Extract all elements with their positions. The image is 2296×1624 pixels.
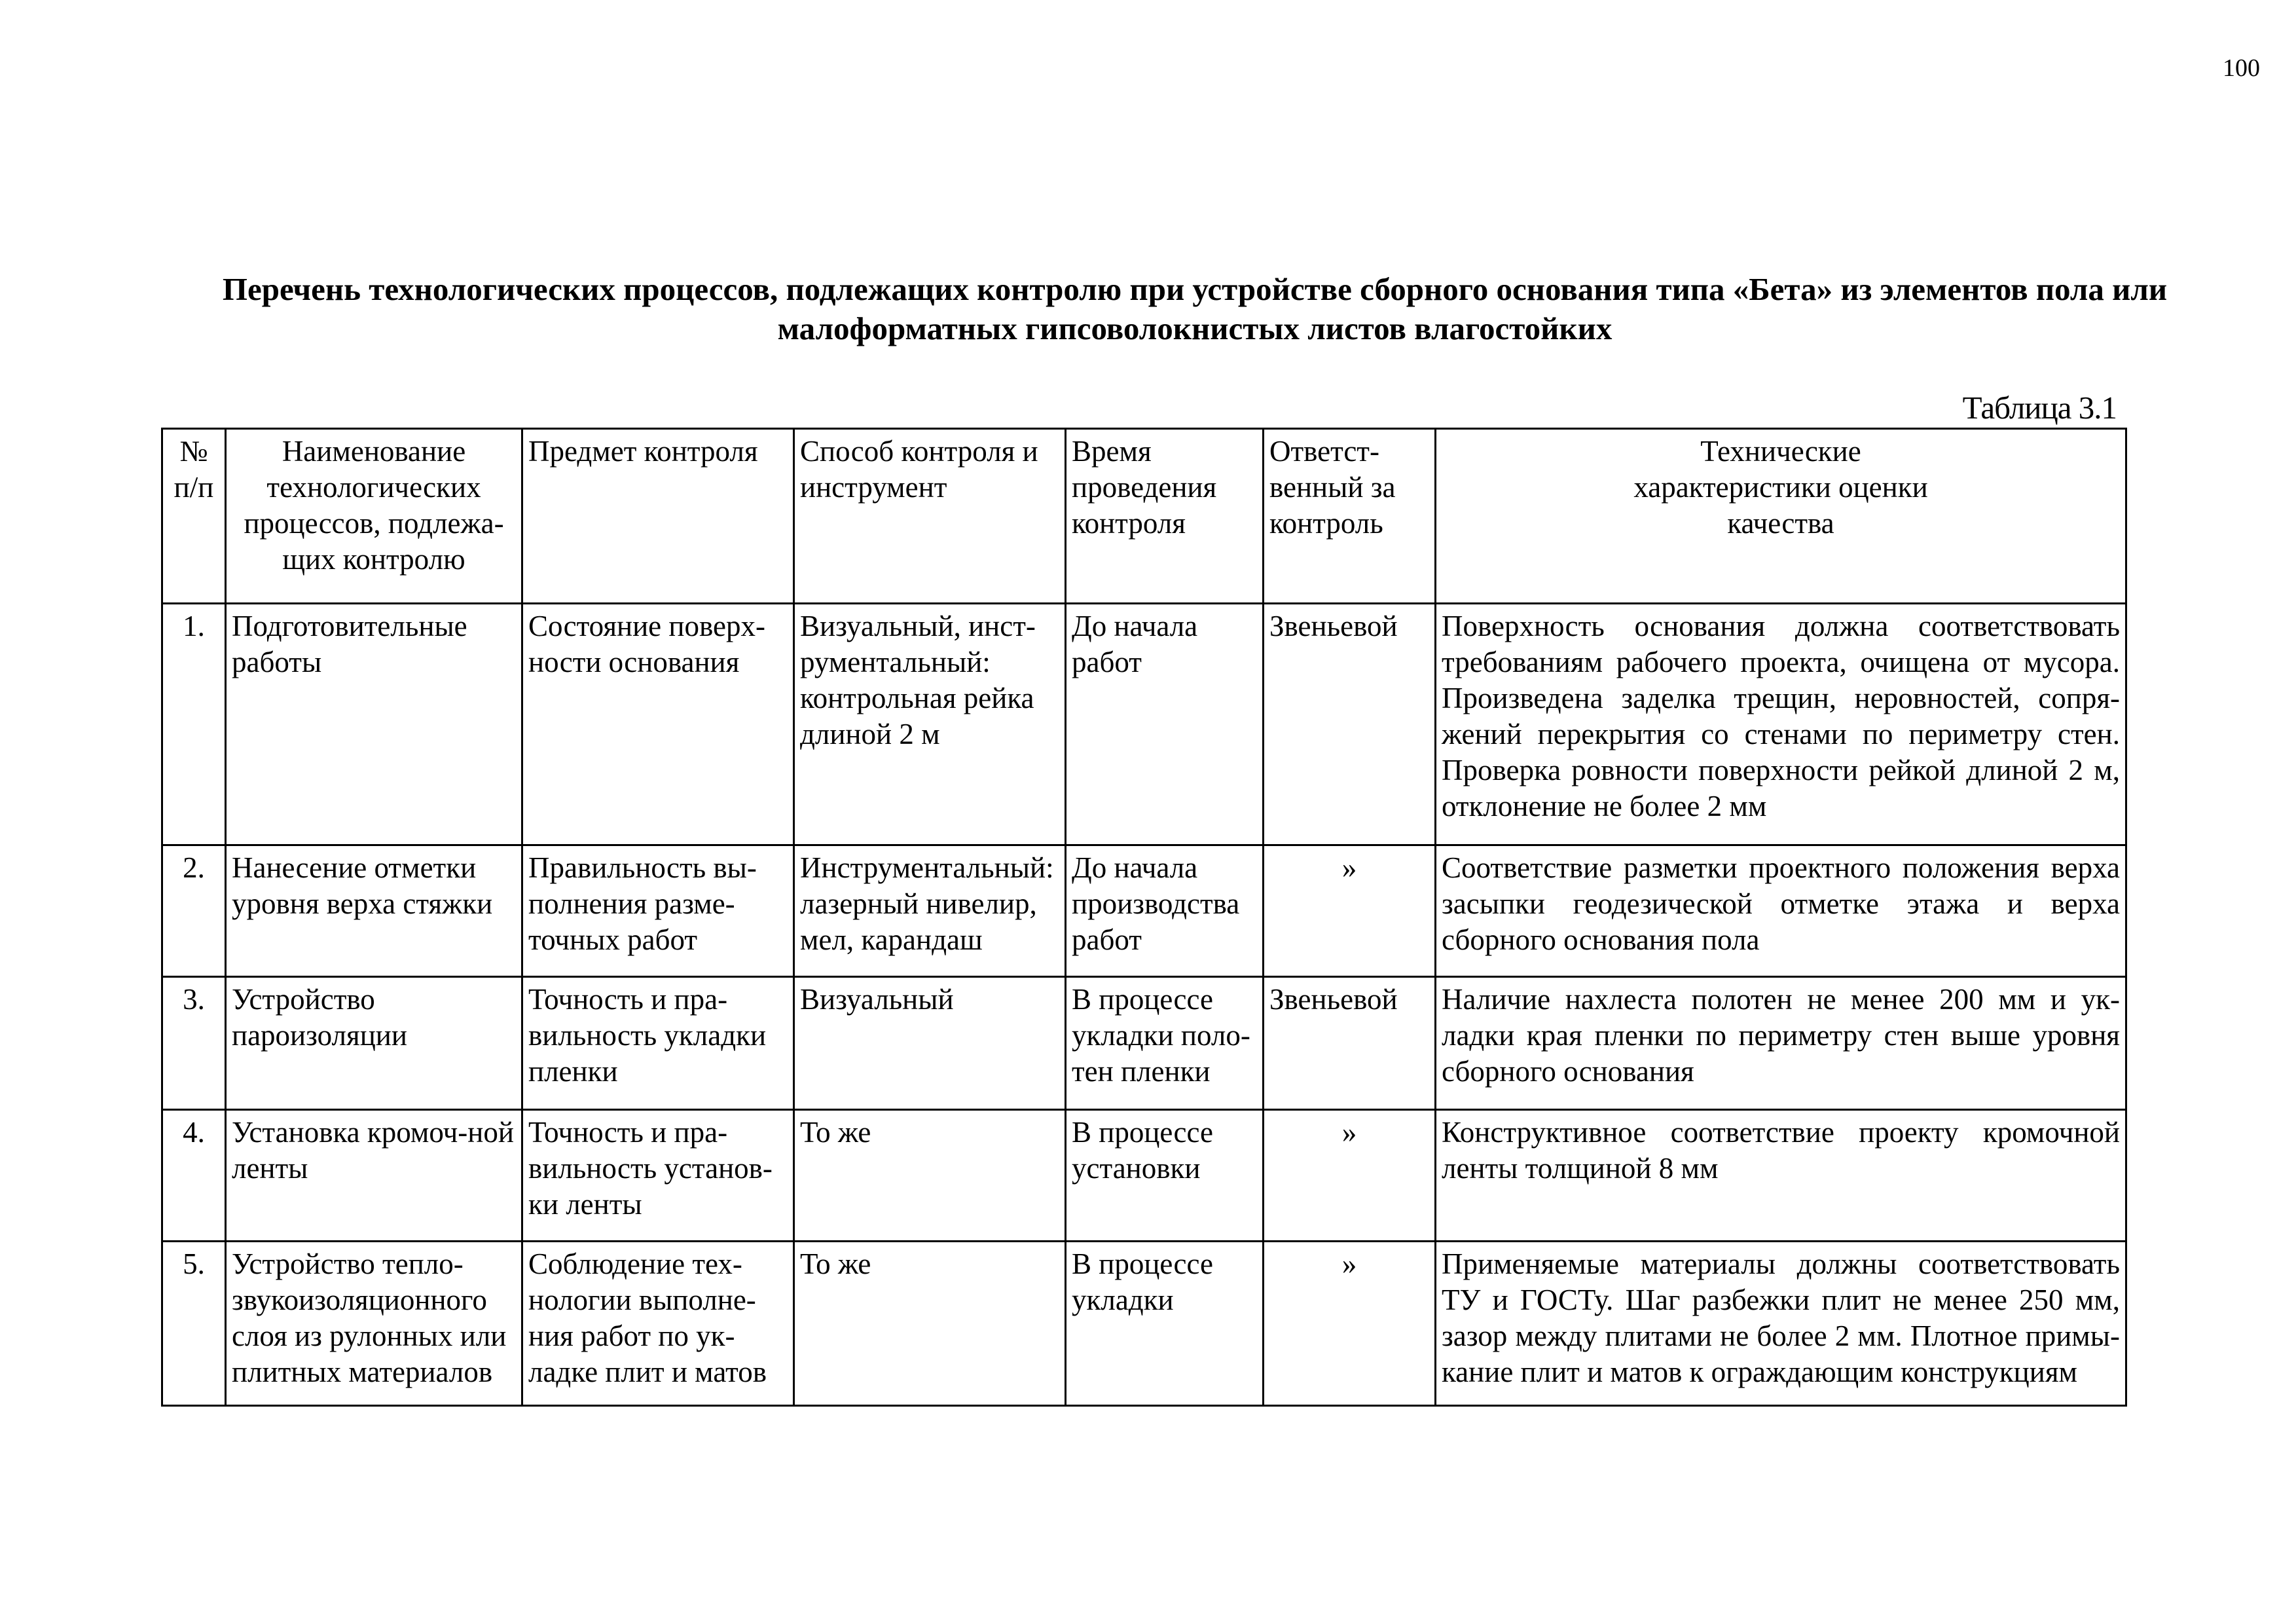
header-responsible: Ответст-венный за контроль — [1264, 429, 1436, 604]
header-subject: Предмет контроля — [522, 429, 794, 604]
row-num: 2. — [162, 845, 226, 977]
table-row — [162, 1242, 2126, 1406]
header-time: Время проведения контроля — [1066, 429, 1264, 604]
row-time: В процессе укладки поло-тен пленки — [1066, 977, 1264, 1110]
row-num: 5. — [162, 1242, 226, 1406]
row-time: До начала работ — [1066, 604, 1264, 845]
row-subject: Правильность вы-полнения разме-точных работ — [522, 845, 794, 977]
row-process: Установка кромоч-ной ленты — [226, 1110, 522, 1242]
table-row — [162, 845, 2126, 977]
row-process: Устройство тепло-звукоизоляционного слоя из рулонных или плитных материалов — [226, 1242, 522, 1406]
row-method: Инструментальный: лазерный нивелир, мел, карандаш — [794, 845, 1066, 977]
row-subject: Соблюдение тех-нологии выполне-ния работ по ук-ладке плит и матов — [522, 1242, 794, 1406]
row-num: 4. — [162, 1110, 226, 1242]
row-process: Устройство пароизоляции — [226, 977, 522, 1110]
row-process: Нанесение отметки уровня верха стяжки — [226, 845, 522, 977]
row-num: 3. — [162, 977, 226, 1110]
header-num: № п/п — [162, 429, 226, 604]
table-label: Таблица 3.1 — [1962, 390, 2117, 426]
row-subject: Точность и пра-вильность укладки пленки — [522, 977, 794, 1110]
table-row — [162, 1110, 2126, 1242]
table-header-row — [162, 429, 2126, 604]
table-row — [162, 604, 2126, 845]
row-time: В процессе установки — [1066, 1110, 1264, 1242]
row-characteristics: Соответствие разметки проектного положения верха засыпки геодезической отметке этажа и верха сборного основания пола — [1436, 845, 2126, 977]
header-method: Способ контроля и инструмент — [794, 429, 1066, 604]
row-method: То же — [794, 1242, 1066, 1406]
row-responsible: » — [1264, 1110, 1436, 1242]
document-title: Перечень технологических процессов, подлежащих контролю при устройстве сборного основания типа «Бета» из элементов пола или малоформатных гипсоволокнистых листов влагостойких — [222, 271, 2168, 346]
row-responsible: » — [1264, 845, 1436, 977]
page-number: 100 — [2223, 54, 2260, 82]
row-responsible: » — [1264, 1242, 1436, 1406]
row-characteristics: Наличие нахлеста полотен не менее 200 мм и ук-ладки края пленки по периметру стен выше уровня сборного основания — [1436, 977, 2126, 1110]
row-method: Визуальный, инст-рументальный: контрольная рейка длиной 2 м — [794, 604, 1066, 845]
header-characteristics: Технические характеристики оценки качества — [1436, 429, 2126, 604]
row-responsible: Звеньевой — [1264, 977, 1436, 1110]
row-responsible: Звеньевой — [1264, 604, 1436, 845]
row-characteristics: Конструктивное соответствие проекту кромочной ленты толщиной 8 мм — [1436, 1110, 2126, 1242]
control-table — [161, 428, 2127, 1407]
row-process: Подготовительные работы — [226, 604, 522, 845]
row-characteristics: Поверхность основания должна соответствовать требованиям рабочего проекта, очищена от мусора. Произведена заделка трещин, неровностей, сопря-жений перекрытия со стенами по периметру стен. Проверка ровности поверхности рейкой длиной 2 м, отклонение не более 2 мм — [1436, 604, 2126, 845]
row-num: 1. — [162, 604, 226, 845]
table-row — [162, 977, 2126, 1110]
row-time: До начала производства работ — [1066, 845, 1264, 977]
row-time: В процессе укладки — [1066, 1242, 1264, 1406]
row-method: То же — [794, 1110, 1066, 1242]
row-characteristics: Применяемые материалы должны соответствовать ТУ и ГОСТу. Шаг разбежки плит не менее 250 мм, зазор между плитами не более 2 мм. Плотное примы-кание плит и матов к ограждающим конструкциям — [1436, 1242, 2126, 1406]
header-process: Наименование технологических процессов, подлежа-щих контролю — [226, 429, 522, 604]
row-subject: Точность и пра-вильность установ-ки ленты — [522, 1110, 794, 1242]
row-subject: Состояние поверх-ности основания — [522, 604, 794, 845]
row-method: Визуальный — [794, 977, 1066, 1110]
